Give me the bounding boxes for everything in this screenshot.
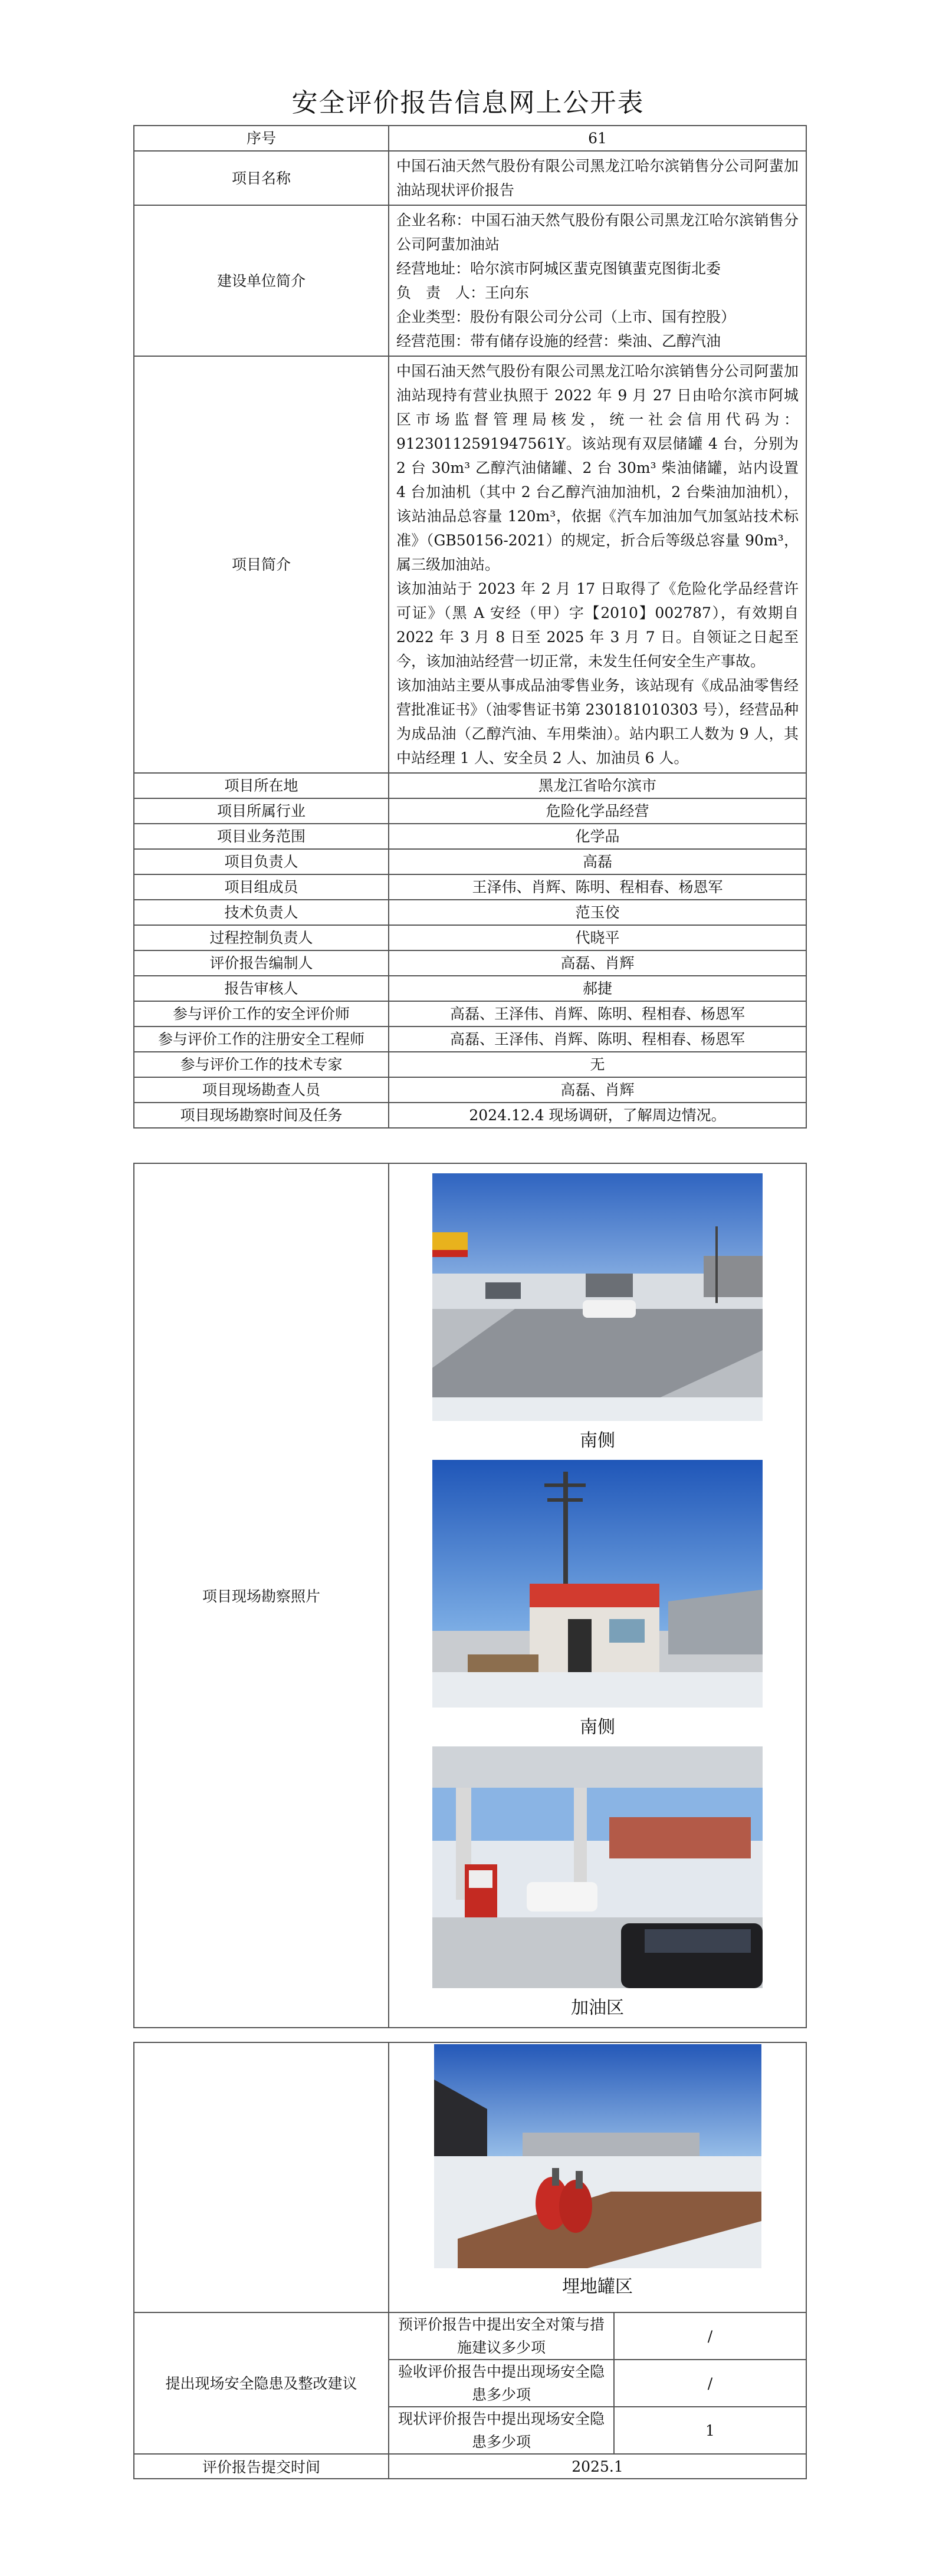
table-row — [134, 849, 806, 874]
row-value: 高磊 — [389, 849, 806, 874]
unit-label: 建设单位简介 — [134, 205, 389, 356]
photo-caption: 南侧 — [580, 1430, 615, 1451]
row-label: 项目组成员 — [134, 874, 389, 900]
unit-line: 企业类型：股份有限公司分公司（上市、国有控股） — [396, 308, 736, 325]
row-value: 2024.12.4 现场调研，了解周边情况。 — [389, 1103, 806, 1128]
info-table — [133, 125, 807, 1129]
unit-line: 负 责 人：王向东 — [396, 284, 530, 301]
photo-caption: 南侧 — [580, 1717, 615, 1738]
row-value: 代晓平 — [389, 925, 806, 950]
intro-paragraph: 该加油站主要从事成品油零售业务，该站现有《成品油零售经营批准证书》（油零售证书第 230181010303 号），经营品种为成品油（乙醇汽油、车用柴油）。站内职工人数为 9 人，其中站经理 1 人、安全员 2 人、加油员 6 人。 — [396, 677, 799, 766]
row-label: 项目负责人 — [134, 849, 389, 874]
table-row — [134, 925, 806, 950]
intro-paragraph: 该加油站于 2023 年 2 月 17 日取得了《危险化学品经营许可证》（黑 A 安经（甲）字【2010】002787），有效期自 2022 年 3 月 8 日至 2025 年 3 月 7 日。自领证之日起至今，该加油站经营一切正常，未发生任何安全生产事故。 — [396, 580, 799, 670]
table-row — [134, 798, 806, 824]
row-value: 黑龙江省哈尔滨市 — [389, 773, 806, 798]
unit-line: 经营范围：带有储存设施的经营：柴油、乙醇汽油 — [396, 333, 721, 350]
south-side-photo-2 — [432, 1460, 763, 1708]
photos-table — [133, 1163, 807, 2028]
hazard-question: 现状评价报告中提出现场安全隐患多少项 — [389, 2407, 614, 2454]
seq-label: 序号 — [134, 126, 389, 151]
row-intro — [134, 356, 806, 773]
row-value: 危险化学品经营 — [389, 798, 806, 824]
table-row — [134, 824, 806, 849]
row-value: 化学品 — [389, 824, 806, 849]
page-title: 安全评价报告信息网上公开表 — [291, 88, 645, 118]
table-row — [134, 976, 806, 1001]
row-label: 项目所在地 — [134, 773, 389, 798]
table-row — [134, 874, 806, 900]
hazard-answer: / — [614, 2312, 806, 2360]
unit-line: 经营地址：哈尔滨市阿城区蜚克图镇蜚克图街北委 — [396, 260, 721, 277]
intro-paragraph: 中国石油天然气股份有限公司黑龙江哈尔滨销售分公司阿蜚加油站现持有营业执照于 2022 年 9 月 27 日由哈尔滨市阿城区市场监督管理局核发，统一社会信用代码为：91230112591947561Y。该站现有双层储罐 4 台，分别为 2 台 30m³ 乙醇汽油储罐、2 台 30m³ 柴油储罐，站内设置 4 台加油机（其中 2 台乙醇汽油加油机，2 台柴油加油机），该站油品总容量 120m³，依据《汽车加油加气加氢站技术标准》（GB50156-2021）的规定，折合后等级总容量 90m³，属三级加油站。 — [396, 363, 799, 573]
hazard-answer: / — [614, 2360, 806, 2407]
row-value: 郝捷 — [389, 976, 806, 1001]
submit-row — [134, 2454, 806, 2479]
intro-text — [389, 356, 806, 773]
hazard-row — [134, 2312, 806, 2360]
row-value: 高磊、肖辉 — [389, 1077, 806, 1103]
row-label: 过程控制负责人 — [134, 925, 389, 950]
row-label: 参与评价工作的注册安全工程师 — [134, 1027, 389, 1052]
table-row — [134, 1027, 806, 1052]
intro-label: 项目简介 — [134, 356, 389, 773]
row-label: 技术负责人 — [134, 900, 389, 925]
seq-value: 61 — [389, 126, 806, 151]
photos-label: 项目现场勘察照片 — [134, 1163, 389, 2028]
row-value: 无 — [389, 1052, 806, 1077]
empty-cell — [134, 2042, 389, 2312]
tank-photo-cell — [389, 2042, 806, 2312]
hazards-label: 提出现场安全隐患及整改建议 — [134, 2312, 389, 2454]
hazard-question: 预评价报告中提出安全对策与措施建议多少项 — [389, 2312, 614, 2360]
table-row — [134, 900, 806, 925]
submit-value: 2025.1 — [389, 2454, 806, 2479]
row-label: 项目现场勘察时间及任务 — [134, 1103, 389, 1128]
photos-cell — [389, 1163, 806, 2028]
row-label: 项目所属行业 — [134, 798, 389, 824]
table-row — [134, 950, 806, 976]
photo-caption: 埋地罐区 — [562, 2276, 633, 2297]
row-label: 项目现场勘查人员 — [134, 1077, 389, 1103]
project-name-value: 中国石油天然气股份有限公司黑龙江哈尔滨销售分公司阿蜚加油站现状评价报告 — [389, 151, 806, 205]
row-label: 报告审核人 — [134, 976, 389, 1001]
row-project-name — [134, 151, 806, 205]
row-value: 王泽伟、肖辉、陈明、程相春、杨恩军 — [389, 874, 806, 900]
row-value: 高磊、肖辉 — [389, 950, 806, 976]
table-row — [134, 773, 806, 798]
row-unit — [134, 205, 806, 356]
table-row — [134, 1103, 806, 1128]
tank-and-hazards-table — [133, 2042, 807, 2479]
row-value: 高磊、王泽伟、肖辉、陈明、程相春、杨恩军 — [389, 1001, 806, 1027]
buried-tank-photo — [434, 2044, 761, 2268]
row-label: 参与评价工作的技术专家 — [134, 1052, 389, 1077]
row-label: 评价报告编制人 — [134, 950, 389, 976]
row-seq — [134, 126, 806, 151]
row-label: 参与评价工作的安全评价师 — [134, 1001, 389, 1027]
submit-label: 评价报告提交时间 — [134, 2454, 389, 2479]
row-value: 范玉佼 — [389, 900, 806, 925]
table-row — [134, 1052, 806, 1077]
table-row — [134, 1001, 806, 1027]
photo-caption: 加油区 — [571, 1998, 624, 2018]
table-row — [134, 1077, 806, 1103]
hazard-question: 验收评价报告中提出现场安全隐患多少项 — [389, 2360, 614, 2407]
hazard-answer: 1 — [614, 2407, 806, 2454]
unit-line: 企业名称：中国石油天然气股份有限公司黑龙江哈尔滨销售分公司阿蜚加油站 — [396, 212, 799, 253]
unit-info — [389, 205, 806, 356]
project-name-label: 项目名称 — [134, 151, 389, 205]
refueling-area-photo — [432, 1746, 763, 1988]
south-side-photo-1 — [432, 1173, 763, 1421]
row-value: 高磊、王泽伟、肖辉、陈明、程相春、杨恩军 — [389, 1027, 806, 1052]
row-label: 项目业务范围 — [134, 824, 389, 849]
